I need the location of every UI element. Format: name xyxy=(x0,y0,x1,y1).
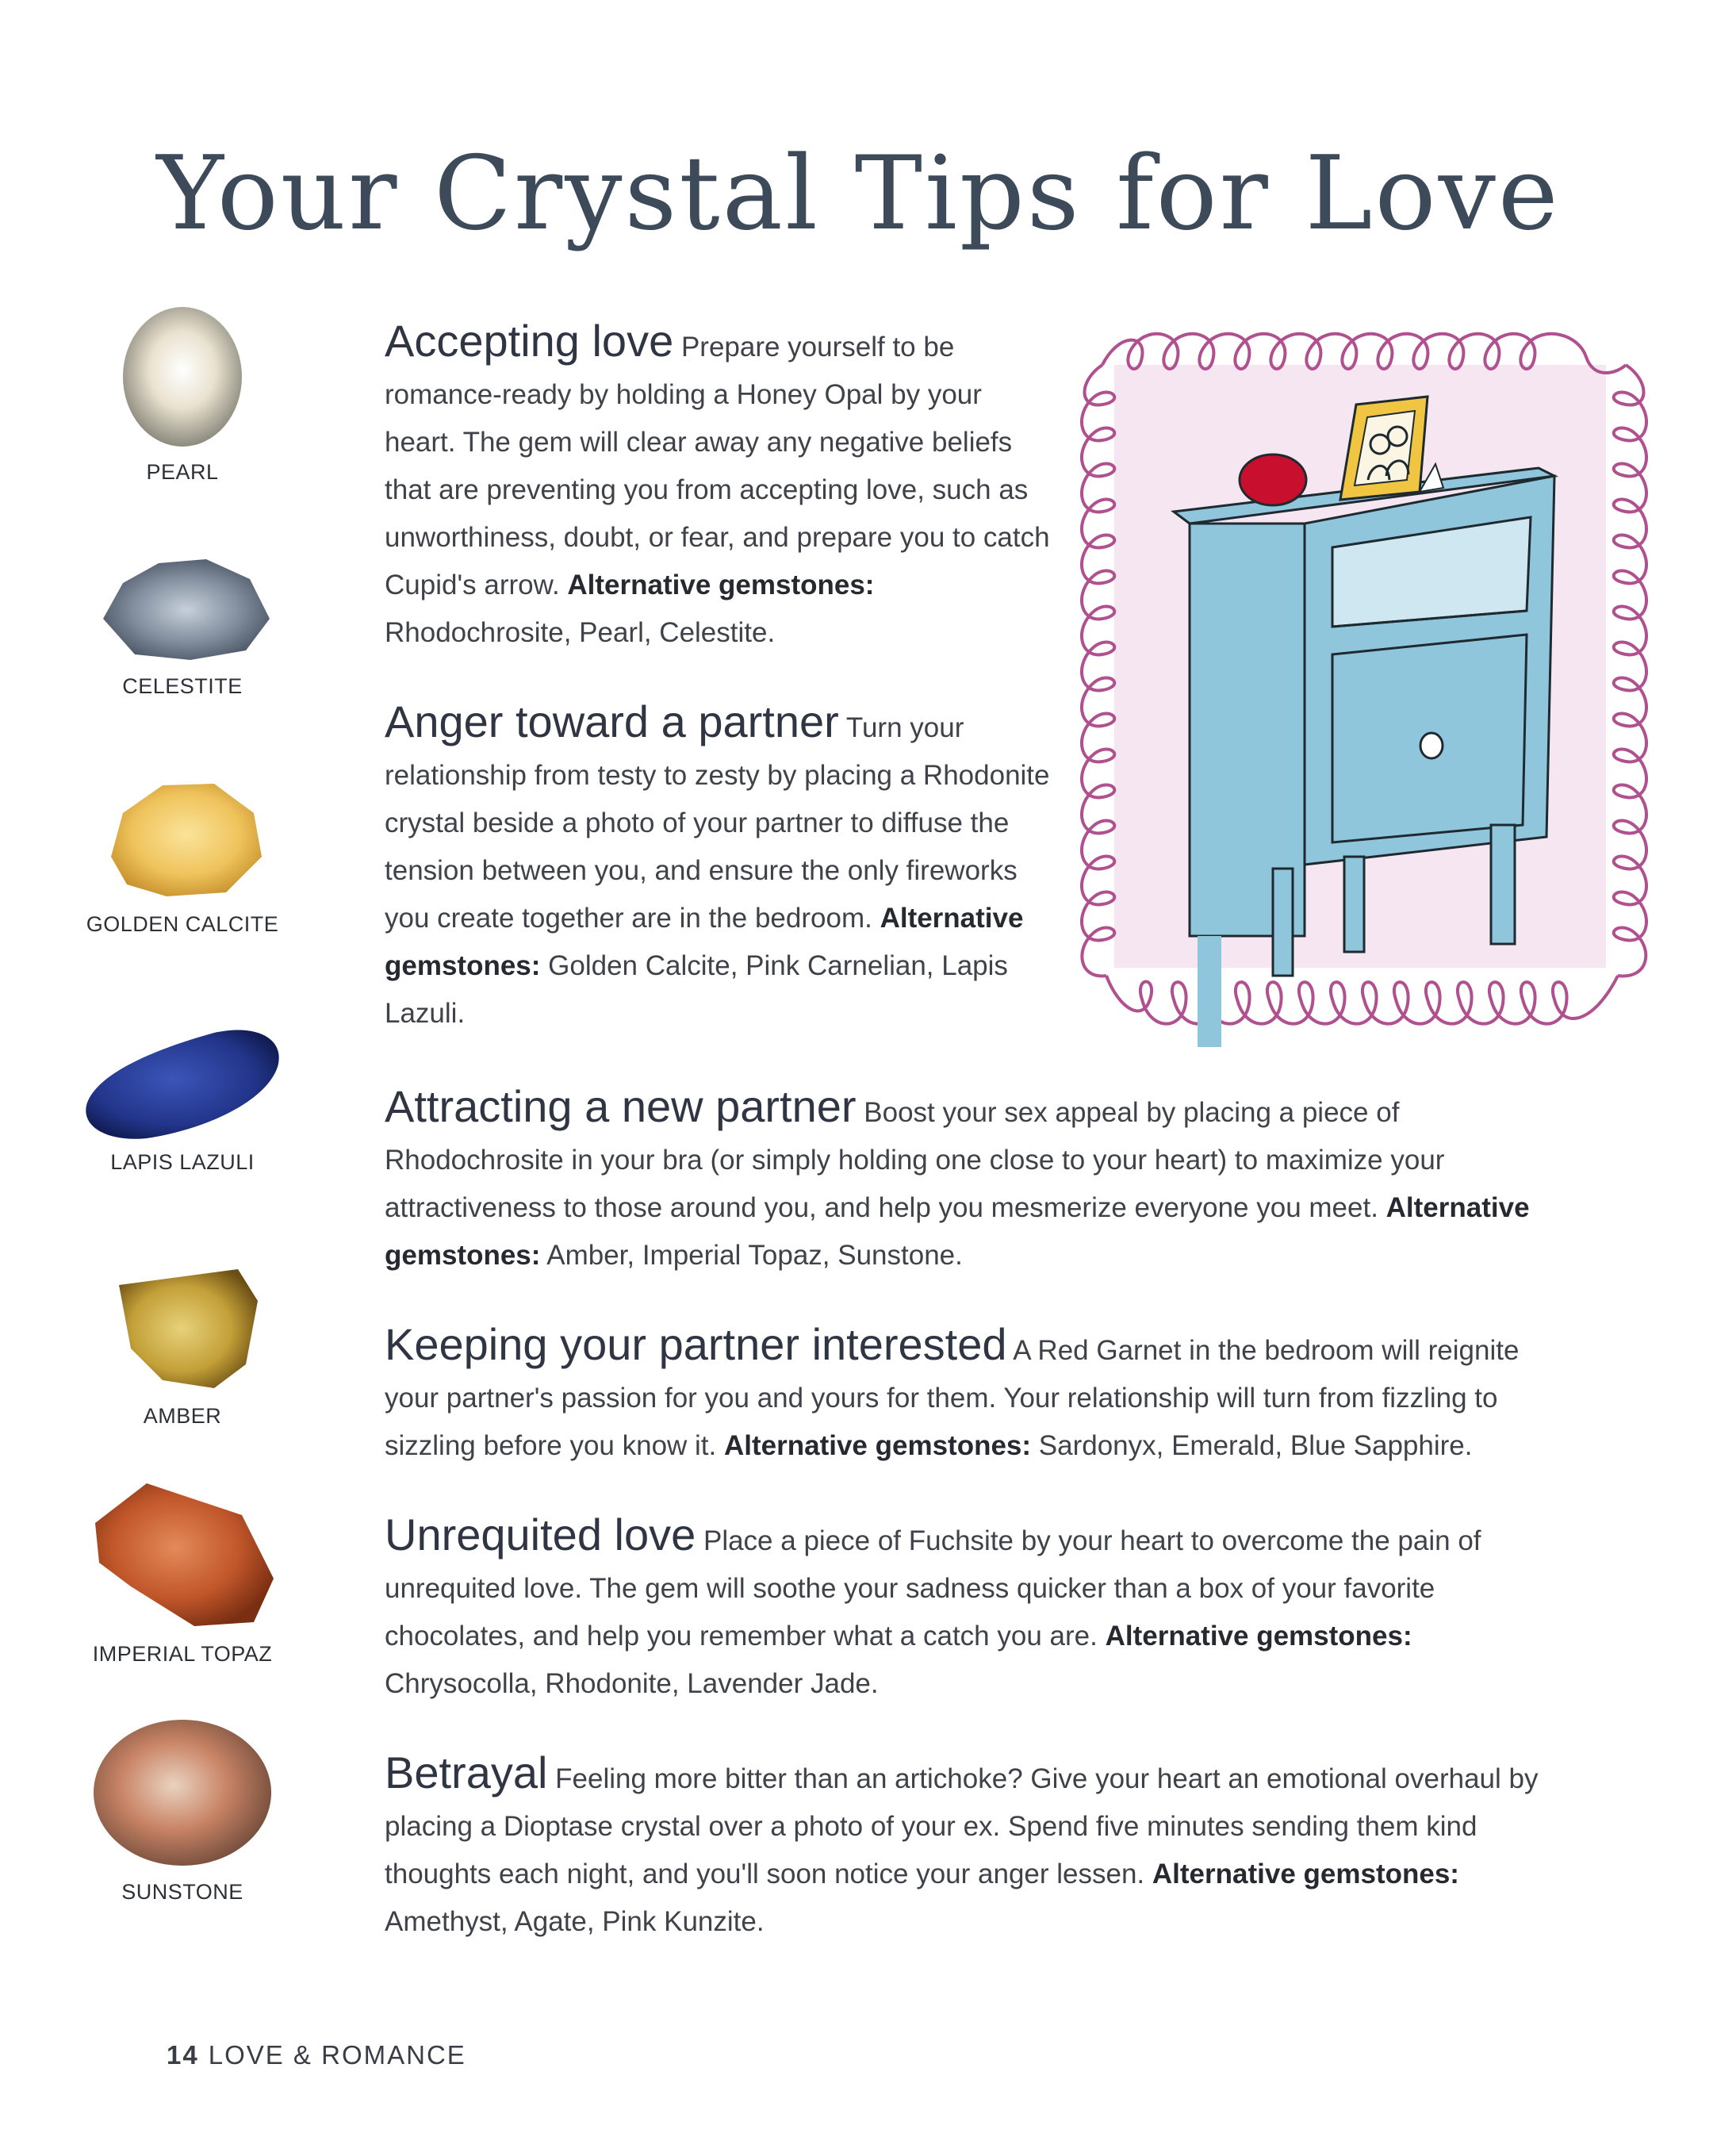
tip-alt-label: Alternative gemstones: xyxy=(723,1430,1032,1461)
golden-calcite-image xyxy=(91,769,274,904)
tip-alt-label: Alternative gemstones: xyxy=(385,903,1024,981)
tip-body: Prepare yourself to be romance-ready by holding a Honey Opal by your heart. The gem will clear away any negative beliefs that are preventing you from accepting love, such as unworthiness, doubt, or fear, and prepare you to catch Cupid's arrow. xyxy=(385,332,1050,600)
tip-body: Turn your relationship from testy to zesty by placing a Rhodonite crystal beside a photo of your partner to diffuse the tension between you, and ensure the only fireworks you create together are in the bedroom. xyxy=(385,712,1050,934)
stone-label-imperial-topaz: IMPERIAL TOPAZ xyxy=(92,1642,273,1666)
stone-label-pearl: PEARL xyxy=(146,460,219,484)
stone-label-amber: AMBER xyxy=(143,1404,222,1428)
tip-heading: Attracting a new partner xyxy=(385,1081,857,1131)
tip-alt-label: Alternative gemstones: xyxy=(567,570,875,600)
tip-body: Place a piece of Fuchsite by your heart to overcome the pain of unrequited love. The gem will soothe your sadness quicker than a box of your favorite chocolates, and help you remember what a catch you are. xyxy=(385,1525,1481,1652)
page-footer xyxy=(167,2040,466,2070)
tip-alt-label: Alternative gemstones: xyxy=(385,1192,1530,1271)
nightstand-illustration xyxy=(1071,309,1650,1071)
gemstone-sunstone xyxy=(63,1713,301,1905)
tip-alt-values: Sardonyx, Emerald, Blue Sapphire. xyxy=(1031,1430,1473,1461)
page-title: Your Crystal Tips for Love xyxy=(156,135,1561,253)
tip-alt-values: Amber, Imperial Topaz, Sunstone. xyxy=(540,1240,963,1271)
tip-alt-values: Chrysocolla, Rhodonite, Lavender Jade. xyxy=(385,1668,879,1699)
gemstone-imperial-topaz xyxy=(63,1475,301,1667)
stone-label-sunstone: SUNSTONE xyxy=(121,1880,243,1904)
stone-label-celestite: CELESTITE xyxy=(122,674,243,698)
tip-alt-values: Amethyst, Agate, Pink Kunzite. xyxy=(385,1906,765,1937)
sunstone-image xyxy=(87,1713,278,1872)
tip-alt-label: Alternative gemstones: xyxy=(1105,1621,1412,1652)
tip-accepting-love xyxy=(385,317,1059,657)
tip-attracting-new-partner xyxy=(385,1083,1558,1279)
pearl-image xyxy=(115,301,250,452)
tip-heading: Keeping your partner interested xyxy=(385,1319,1007,1369)
tip-alt-values: Golden Calcite, Pink Carnelian, Lapis Lazuli. xyxy=(385,950,1008,1029)
tip-body: Feeling more bitter than an artichoke? Give your heart an emotional overhaul by placing a Dioptase crystal over a photo of your ex. Spend five minutes sending them kind thoughts each night, and you'll soon notice your anger lessen. xyxy=(385,1763,1539,1889)
red-crystal xyxy=(1240,455,1306,505)
gemstone-golden-calcite xyxy=(63,769,301,937)
tip-keeping-partner-interested xyxy=(385,1321,1558,1470)
tip-body: A Red Garnet in the bedroom will reignite your partner's passion for you and yours for them. Your relationship will turn from fizzling to sizzling before you know it. xyxy=(385,1335,1520,1461)
tip-alt-label: Alternative gemstones: xyxy=(1152,1859,1459,1889)
amber-image xyxy=(95,1253,270,1396)
tip-heading: Accepting love xyxy=(385,316,674,366)
section-name: LOVE & ROMANCE xyxy=(208,2040,466,2070)
tip-heading: Betrayal xyxy=(385,1747,548,1797)
tip-alt-values: Rhodochrosite, Pearl, Celestite. xyxy=(385,617,776,648)
stone-label-lapis-lazuli: LAPIS LAZULI xyxy=(110,1150,255,1174)
page-number: 14 xyxy=(167,2040,199,2070)
tip-heading: Unrequited love xyxy=(385,1510,696,1559)
tip-heading: Anger toward a partner xyxy=(385,696,839,746)
tip-anger-toward-partner xyxy=(385,698,1059,1038)
gemstone-lapis-lazuli xyxy=(63,1023,301,1175)
gemstone-celestite xyxy=(63,547,301,699)
tip-betrayal xyxy=(385,1749,1558,1946)
tip-body: Boost your sex appeal by placing a piece of Rhodochrosite in your bra (or simply holding one close to your heart) to maximize your attractiveness to those around you, and help you mesmerize everyone you meet. xyxy=(385,1097,1445,1223)
imperial-topaz-image xyxy=(83,1475,282,1634)
celestite-image xyxy=(87,547,278,666)
gemstone-amber xyxy=(63,1253,301,1429)
tip-unrequited-love xyxy=(385,1511,1558,1708)
stone-label-golden-calcite: GOLDEN CALCITE xyxy=(86,912,279,936)
gemstone-pearl xyxy=(63,301,301,485)
lapis-lazuli-image xyxy=(75,1023,289,1142)
